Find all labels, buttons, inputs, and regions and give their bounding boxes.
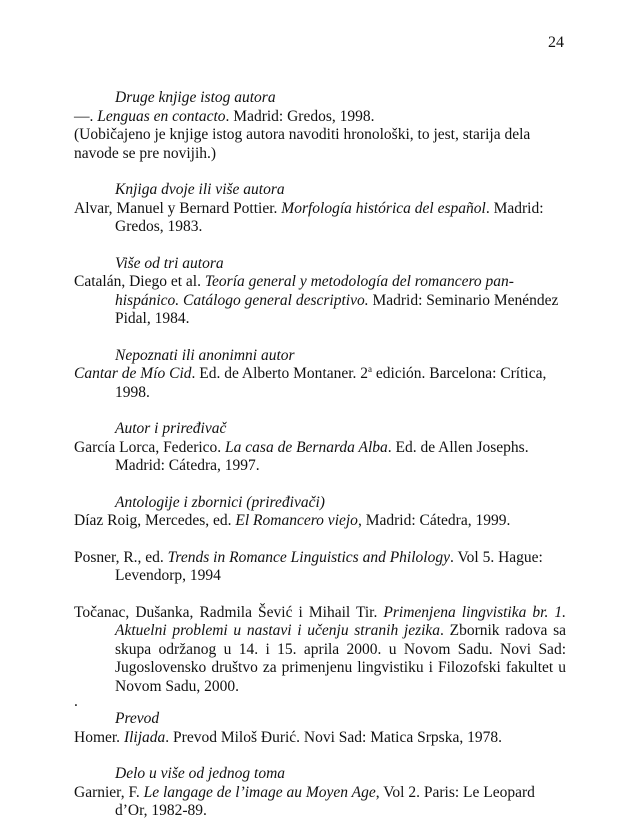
- section-anthologies-cont: [74, 604, 566, 711]
- entry-publication: . Vol 5. Hague: Levendorp, 1994: [115, 548, 543, 584]
- bibliography-entry: [74, 108, 566, 127]
- bibliography-entry: [74, 365, 566, 402]
- bibliography-entry: [74, 604, 566, 697]
- entry-author: Garnier, F.: [74, 783, 144, 801]
- entry-title: Trends in Romance Linguistics and Philology: [167, 548, 450, 566]
- entry-author: García Lorca, Federico.: [74, 438, 226, 456]
- section-author-and-editor: [74, 420, 566, 476]
- section-heading: Više od tri autora: [115, 254, 224, 272]
- entry-author: Catalán, Diego et al.: [74, 273, 205, 290]
- entry-author: Točanac, Dušanka, Radmila Šević i Mihail Tir.: [74, 603, 384, 621]
- entry-title: Cantar de Mío Cid: [74, 365, 192, 382]
- entry-publication: . Madrid: Gredos, 1998.: [225, 107, 375, 125]
- section-anthologies-cont: [74, 549, 566, 586]
- entry-publication: . Ed. de Allen Josephs. Madrid: Cátedra, 1997.: [115, 438, 529, 474]
- bibliography-content: [74, 89, 566, 839]
- entry-author: Alvar, Manuel y Bernard Pottier.: [74, 199, 282, 217]
- bibliography-entry: [74, 512, 566, 531]
- section-translation: [74, 710, 566, 747]
- entry-editor: . Ed. de Alberto Montaner. 2: [191, 365, 369, 382]
- entry-title: Primenjena lingvistika br. 1. Aktuelni problemi u nastavi i učenju stranih jezika: [115, 603, 566, 639]
- entry-title: Ilijada: [123, 728, 166, 746]
- entry-publication: . Zbornik radova sa skupa održanog u 14. i 15. aprila 2000. u Novom Sadu. Novi Sad: Jugoslovensko društvo za primenjenu lingvistiku i Filozofski fakultet u Novom Sadu, 2000.: [115, 622, 566, 695]
- section-anthologies: [74, 494, 566, 531]
- bibliography-entry: [74, 439, 566, 476]
- entry-publication: , Vol 2. Paris: Le Leopard d’Or, 1982-89.: [115, 783, 535, 819]
- entry-author: Homer.: [74, 728, 124, 746]
- section-heading: Delo u više od jednog toma: [115, 765, 286, 782]
- bibliography-entry: [74, 200, 566, 237]
- section-two-or-more-authors: [74, 181, 566, 237]
- entry-author: Díaz Roig, Mercedes, ed.: [74, 512, 236, 529]
- entry-author: Posner, R., ed.: [74, 548, 168, 566]
- entry-title: Morfología histórica del español: [281, 199, 486, 217]
- bibliography-entry: [74, 784, 566, 821]
- page-number: 24: [548, 34, 564, 51]
- entry-publication: . Madrid: Gredos, 1983.: [115, 199, 544, 235]
- entry-dash: —.: [74, 107, 98, 125]
- section-multi-volume: [74, 765, 566, 821]
- section-heading: Prevod: [115, 710, 160, 727]
- entry-title: Teoría general y metodología del romancero pan-hispánico. Catálogo general descriptivo.: [115, 273, 514, 309]
- stray-dot: .: [74, 693, 78, 710]
- entry-title: El Romancero viejo: [235, 512, 358, 529]
- section-heading: Autor i priređivač: [115, 420, 227, 437]
- entry-publication: . Prevod Miloš Đurić. Novi Sad: Matica Srpska, 1978.: [165, 728, 502, 746]
- bibliography-entry: [74, 729, 566, 748]
- section-heading: Antologije i zbornici (priređivači): [115, 493, 325, 511]
- bibliography-entry: [74, 549, 566, 586]
- entry-publication: , Madrid: Cátedra, 1999.: [357, 512, 511, 529]
- entry-publication: Madrid: Seminario Menéndez Pidal, 1984.: [115, 291, 559, 327]
- section-heading: Knjiga dvoje ili više autora: [115, 181, 285, 198]
- bibliography-entry: [74, 273, 566, 329]
- section-heading: Nepoznati ili anonimni autor: [115, 346, 295, 364]
- superscript: a: [368, 364, 373, 374]
- entry-publication: edición. Barcelona: Crítica, 1998.: [115, 365, 547, 401]
- entry-title: Lenguas en contacto: [97, 107, 226, 125]
- note-text: (Uobičajeno je knjige istog autora navoditi hronološki, to jest, starija dela navode se pre novijih.): [74, 126, 531, 162]
- section-more-than-three-authors: [74, 255, 566, 329]
- entry-title: La casa de Bernarda Alba: [225, 438, 388, 456]
- section-anonymous-author: [74, 347, 566, 403]
- section-other-books-same-author: [74, 89, 566, 163]
- section-heading: Druge knjige istog autora: [115, 89, 276, 106]
- entry-title: Le langage de l’image au Moyen Age: [143, 783, 376, 801]
